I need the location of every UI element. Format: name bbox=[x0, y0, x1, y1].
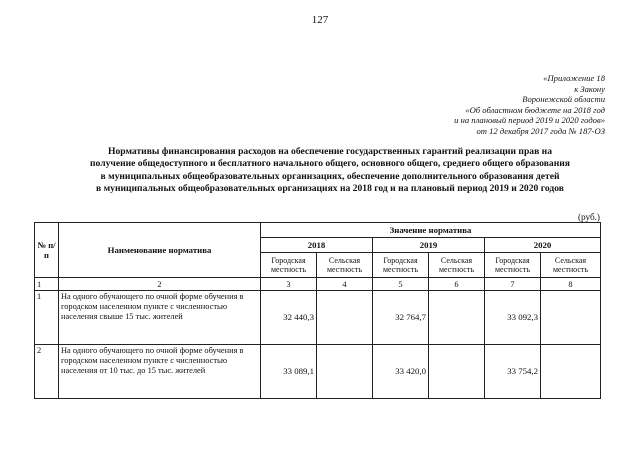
header-value: Значение норматива bbox=[261, 223, 601, 238]
currency-unit: (руб.) bbox=[577, 212, 600, 222]
document-title bbox=[40, 146, 620, 196]
value-cell bbox=[429, 291, 485, 345]
column-index: 2 bbox=[59, 278, 261, 291]
title-line: в муниципальных общеобразовательных организациях на 2018 год и на плановый период 2019 и 2020 годов bbox=[96, 183, 564, 195]
header-rural: Сельская местность bbox=[317, 253, 373, 278]
appendix-line: «Об областном бюджете на 2018 год bbox=[465, 104, 605, 115]
header-name: Наименование норматива bbox=[59, 223, 261, 278]
value-cell: 33 754,2 bbox=[485, 345, 541, 399]
header-year: 2019 bbox=[373, 238, 485, 253]
value-cell: 33 420,0 bbox=[373, 345, 429, 399]
value-cell bbox=[541, 291, 601, 345]
page-number: 127 bbox=[311, 14, 329, 26]
value-cell: 32 440,3 bbox=[261, 291, 317, 345]
row-name: На одного обучающего по очной форме обучения в городском населенном пункте с численностью населения от 10 тыс. до 15 тыс. жителей bbox=[59, 345, 261, 399]
column-index: 8 bbox=[541, 278, 601, 291]
header-urban: Городская местность bbox=[261, 253, 317, 278]
table-row bbox=[35, 345, 601, 399]
value-cell: 32 764,7 bbox=[373, 291, 429, 345]
value-cell: 33 092,3 bbox=[485, 291, 541, 345]
appendix-line: «Приложение 18 bbox=[543, 73, 605, 83]
column-index-row bbox=[35, 278, 601, 291]
appendix-line: Воронежской области bbox=[522, 94, 605, 105]
column-index: 1 bbox=[35, 278, 59, 291]
title-line: Нормативы финансирования расходов на обеспечение государственных гарантий реализации прав на bbox=[108, 146, 552, 157]
row-number: 1 bbox=[35, 291, 59, 345]
value-cell bbox=[429, 345, 485, 399]
column-index: 6 bbox=[429, 278, 485, 291]
row-name: На одного обучающего по очной форме обучения в городском населенном пункте с численностью населения свыше 15 тыс. жителей bbox=[59, 291, 261, 345]
header-number: № п/п bbox=[35, 223, 59, 278]
appendix-reference bbox=[345, 73, 605, 137]
norms-table bbox=[34, 222, 601, 399]
value-cell bbox=[317, 345, 373, 399]
value-cell: 33 089,1 bbox=[261, 345, 317, 399]
value-cell bbox=[541, 345, 601, 399]
title-line: в муниципальных общеобразовательных организациях, обеспечение дополнительного образования детей bbox=[100, 170, 560, 182]
table-row bbox=[35, 291, 601, 345]
appendix-line: и на плановый период 2019 и 2020 годов» bbox=[454, 115, 605, 126]
header-year: 2020 bbox=[485, 238, 601, 253]
column-index: 4 bbox=[317, 278, 373, 291]
header-rural: Сельская местность bbox=[541, 253, 601, 278]
header-year: 2018 bbox=[261, 238, 373, 253]
appendix-line: от 12 декабря 2017 года № 187-ОЗ bbox=[476, 125, 605, 136]
column-index: 3 bbox=[261, 278, 317, 291]
appendix-line: к Закону bbox=[574, 83, 605, 94]
column-index: 7 bbox=[485, 278, 541, 291]
title-line: получение общедоступного и бесплатного начального общего, основного общего, среднего общего образования bbox=[90, 158, 570, 170]
row-number: 2 bbox=[35, 345, 59, 399]
header-rural: Сельская местность bbox=[429, 253, 485, 278]
header-urban: Городская местность bbox=[373, 253, 429, 278]
header-urban: Городская местность bbox=[485, 253, 541, 278]
column-index: 5 bbox=[373, 278, 429, 291]
value-cell bbox=[317, 291, 373, 345]
